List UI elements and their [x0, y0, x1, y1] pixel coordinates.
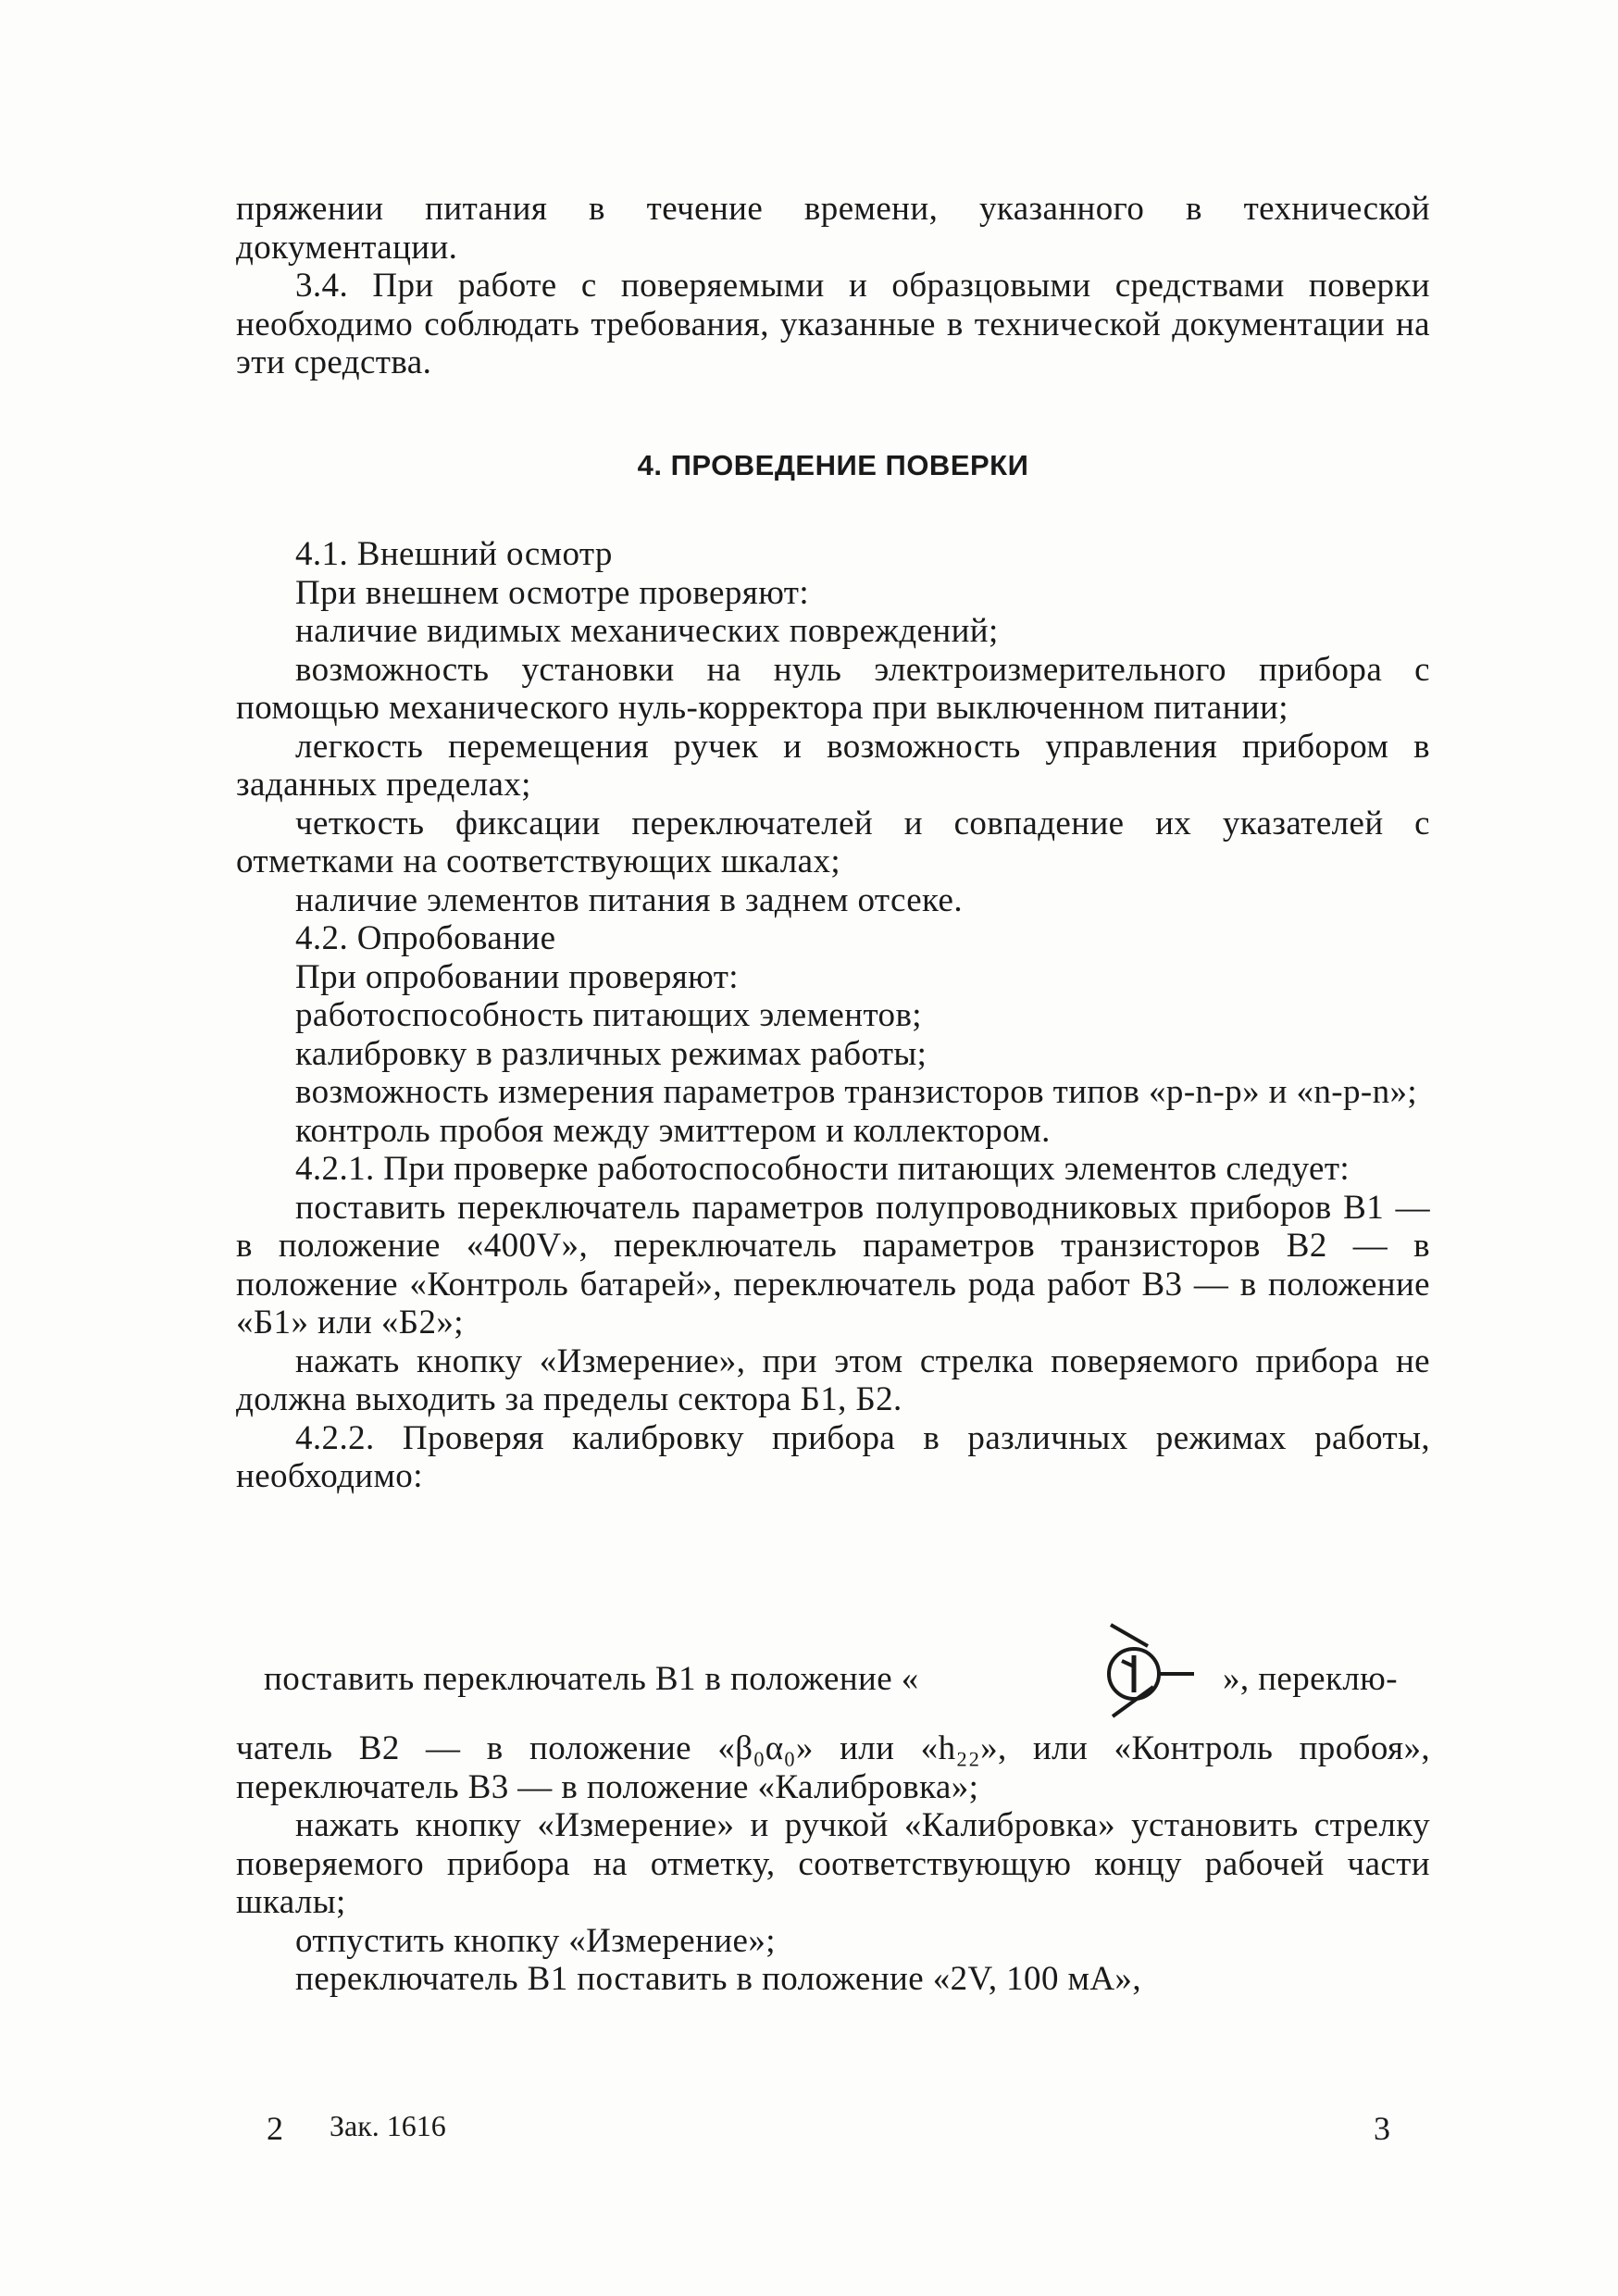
symbol-line-prefix: поставить переключатель В1 в положение « [264, 1660, 919, 1698]
step-switch-b1: переключатель В1 поставить в положение «2V, 100 мА», [295, 1960, 1141, 1998]
footer-order-number: Зак. 1616 [330, 2109, 446, 2142]
check-breakdown: контроль пробоя между эмиттером и коллектором. [295, 1111, 1051, 1150]
item-4-2-intro: При опробовании проверяют: [295, 957, 739, 996]
paragraph-continuation: пряжении питания в течение времени, указанного в технической документации. [236, 190, 1430, 267]
check-damage: наличие видимых механических повреждений; [295, 612, 999, 650]
check-transistor-types: возможность измерения параметров транзисторов типов «p-n-p» и «n-p-n»; [295, 1073, 1418, 1111]
check-knobs: легкость перемещения ручек и возможность управления прибором в заданных пределах; [236, 727, 1430, 804]
section-heading: 4. ПРОВЕДЕНИЕ ПОВЕРКИ [637, 449, 1029, 481]
paragraph-3-4: 3.4. При работе с поверяемыми и образцовыми средствами поверки необходимо соблюдать требования, указанные в технической документации на эти средства. [236, 267, 1430, 381]
check-zero: возможность установки на нуль электроизмерительного прибора с помощью механического нуль-корректора при выключенном питании; [236, 650, 1430, 727]
transistor-symbol-icon [1055, 1620, 1222, 1722]
block-calibration-steps [236, 1729, 1430, 1999]
step-calibrate: нажать кнопку «Измерение» и ручкой «Калибровка» установить стрелку поверяемого прибора на отметку, соответствующую концу рабочей части шкалы; [236, 1806, 1430, 1921]
item-4-1-title: 4.1. Внешний осмотр [295, 535, 613, 573]
footer-left-number: 2 [267, 2110, 283, 2147]
check-batteries: наличие элементов питания в заднем отсеке. [295, 880, 963, 919]
item-4-2-1-title: 4.2.1. При проверке работоспособности питающих элементов следует: [295, 1150, 1350, 1188]
step-set-switches: поставить переключатель параметров полупроводниковых приборов В1 — в положение «400V», переключатель параметров транзисторов В2 — в положение «Контроль батарей», переключатель рода работ В3 — в положение «Б1» или «Б2»; [236, 1188, 1430, 1341]
page-number: 3 [1374, 2110, 1390, 2147]
item-4-2-2-title: 4.2.2. Проверяя калибровку прибора в различных режимах работы, необходимо: [236, 1418, 1430, 1495]
check-switches: четкость фиксации переключателей и совпадение их указателей с отметками на соответствующих шкалах; [236, 804, 1430, 880]
check-power: работоспособность питающих элементов; [295, 996, 922, 1034]
symbol-line-suffix: », переклю- [1223, 1660, 1398, 1698]
block-section-4 [236, 535, 1430, 1496]
symbol-line [236, 1620, 1430, 1722]
check-calibration: калибровку в различных режимах работы; [295, 1034, 927, 1073]
step-release: отпустить кнопку «Измерение»; [295, 1921, 776, 1960]
item-4-1-intro: При внешнем осмотре проверяют: [295, 573, 810, 612]
step-press-measure: нажать кнопку «Измерение», при этом стрелка поверяемого прибора не должна выходить за пределы сектора Б1, Б2. [236, 1341, 1430, 1418]
item-4-2-title: 4.2. Опробование [295, 919, 556, 957]
block-section-3-end [236, 190, 1430, 382]
step-switch-b2: чатель В2 — в положение «β₀α₀» или «h₂₂», или «Контроль пробоя», переключатель В3 — в положение «Калибровка»; [236, 1729, 1430, 1806]
